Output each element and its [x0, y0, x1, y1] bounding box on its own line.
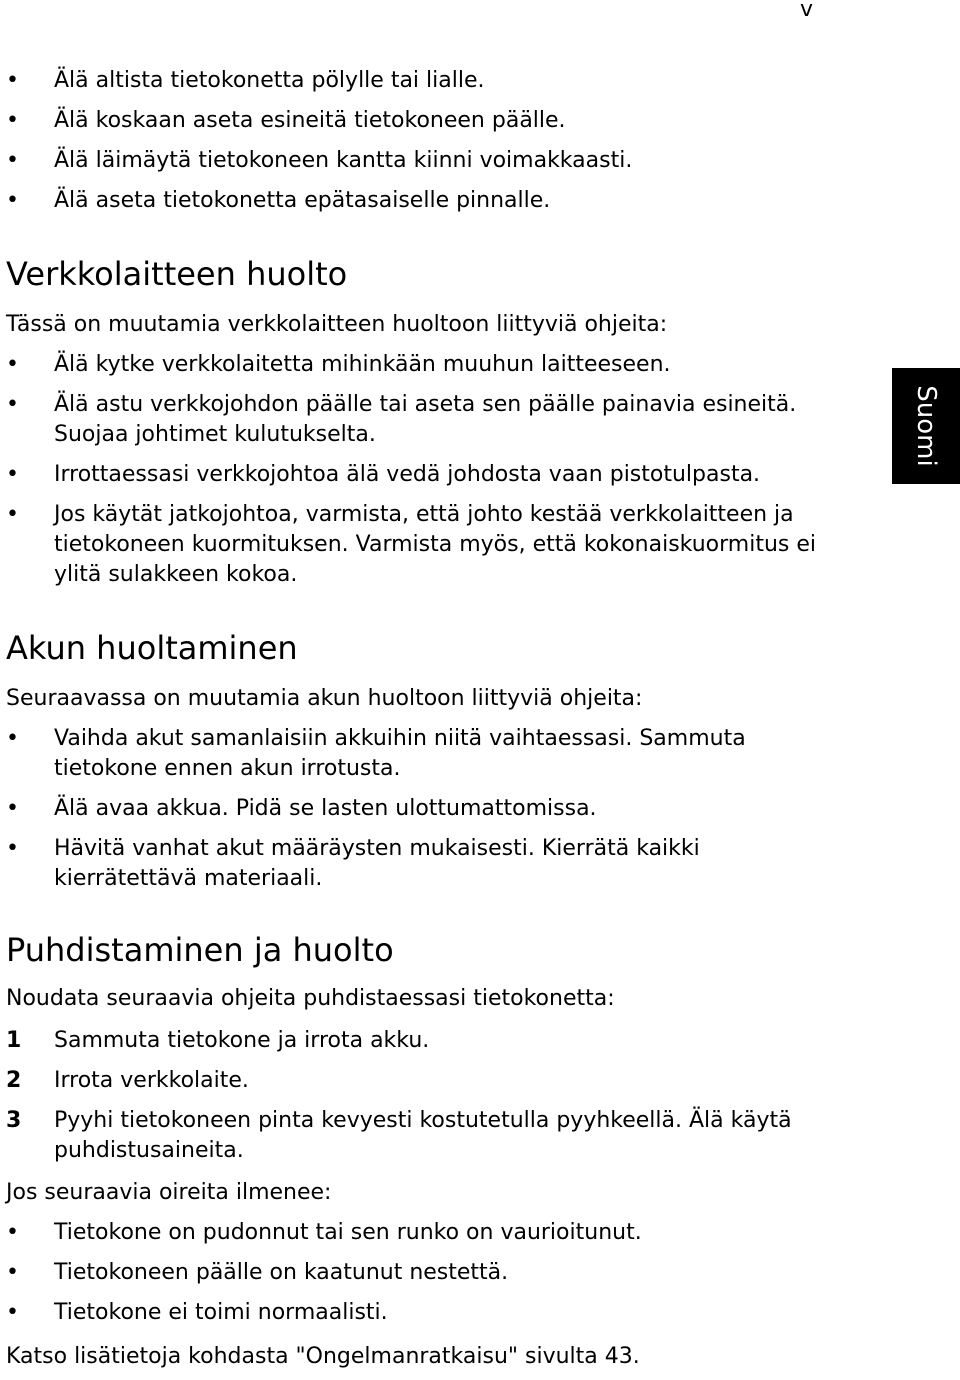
footer-reference: Katso lisätietoja kohdasta "Ongelmanratkaisu" sivulta 43. [6, 1344, 640, 1369]
step-number: 1 [6, 1028, 22, 1053]
cleaning-steps-list [6, 1026, 836, 1166]
list-item: • Älä aseta tietokonetta epätasaiselle pinnalle. [6, 186, 836, 216]
step-number: 2 [6, 1068, 22, 1093]
network-bullet-list [6, 350, 836, 590]
list-item: • Vaihda akut samanlaisiin akkuihin niitä vaihtaessasi. Sammuta tietokone ennen akun irrotusta. [6, 724, 836, 784]
section-heading-cleaning: Puhdistaminen ja huolto [6, 931, 394, 969]
top-list-block [6, 66, 836, 216]
page-number: v [800, 0, 814, 22]
list-item: • Älä altista tietokonetta pölylle tai lialle. [6, 66, 836, 96]
section-heading-network: Verkkolaitteen huolto [6, 255, 348, 293]
step-text: Sammuta tietokone ja irrota akku. [54, 1028, 430, 1053]
step-text: Pyyhi tietokoneen pinta kevyesti kostutetulla pyyhkeellä. Älä käytä puhdistusaineita. [54, 1108, 792, 1163]
section-intro: Tässä on muutamia verkkolaitteen huoltoon liittyviä ohjeita: [6, 312, 668, 337]
list-item: • Älä avaa akkua. Pidä se lasten ulottumattomissa. [6, 794, 836, 824]
step-text: Irrota verkkolaite. [54, 1068, 249, 1093]
language-side-tab [892, 368, 960, 484]
list-item: • Älä kytke verkkolaitetta mihinkään muuhun laitteeseen. [6, 350, 836, 380]
list-item: • Älä läimäytä tietokoneen kantta kiinni voimakkaasti. [6, 146, 836, 176]
symptoms-bullet-list [6, 1218, 836, 1328]
step-item [6, 1066, 836, 1096]
battery-bullet-list [6, 724, 836, 894]
list-item: • Tietokone ei toimi normaalisti. [6, 1298, 836, 1328]
list-item: • Jos käytät jatkojohtoa, varmista, että johto kestää verkkolaitteen ja tietokoneen kuormituksen. Varmista myös, että kokonaiskuormitus ei ylitä sulakkeen kokoa. [6, 500, 836, 590]
cleaning-section [6, 930, 836, 1372]
list-item: • Tietokoneen päälle on kaatunut nestettä. [6, 1258, 836, 1288]
list-item: • Hävitä vanhat akut määräysten mukaisesti. Kierrätä kaikki kierrätettävä materiaali. [6, 834, 836, 894]
step-number: 3 [6, 1108, 22, 1133]
battery-section [6, 628, 836, 894]
step-item [6, 1026, 836, 1056]
top-bullet-list [6, 66, 836, 216]
section-heading-battery: Akun huoltaminen [6, 629, 298, 667]
section-intro: Noudata seuraavia ohjeita puhdistaessasi tietokonetta: [6, 986, 615, 1011]
step-item [6, 1106, 836, 1166]
symptoms-intro: Jos seuraavia oireita ilmenee: [6, 1180, 332, 1205]
language-side-tab-label: Suomi [911, 385, 941, 467]
list-item: • Irrottaessasi verkkojohtoa älä vedä johdosta vaan pistotulpasta. [6, 460, 836, 490]
list-item: • Älä koskaan aseta esineitä tietokoneen päälle. [6, 106, 836, 136]
list-item: • Älä astu verkkojohdon päälle tai aseta sen päälle painavia esineitä. Suojaa johtimet kulutukselta. [6, 390, 836, 450]
list-item: • Tietokone on pudonnut tai sen runko on vaurioitunut. [6, 1218, 836, 1248]
network-section [6, 254, 836, 590]
section-intro: Seuraavassa on muutamia akun huoltoon liittyviä ohjeita: [6, 686, 643, 711]
